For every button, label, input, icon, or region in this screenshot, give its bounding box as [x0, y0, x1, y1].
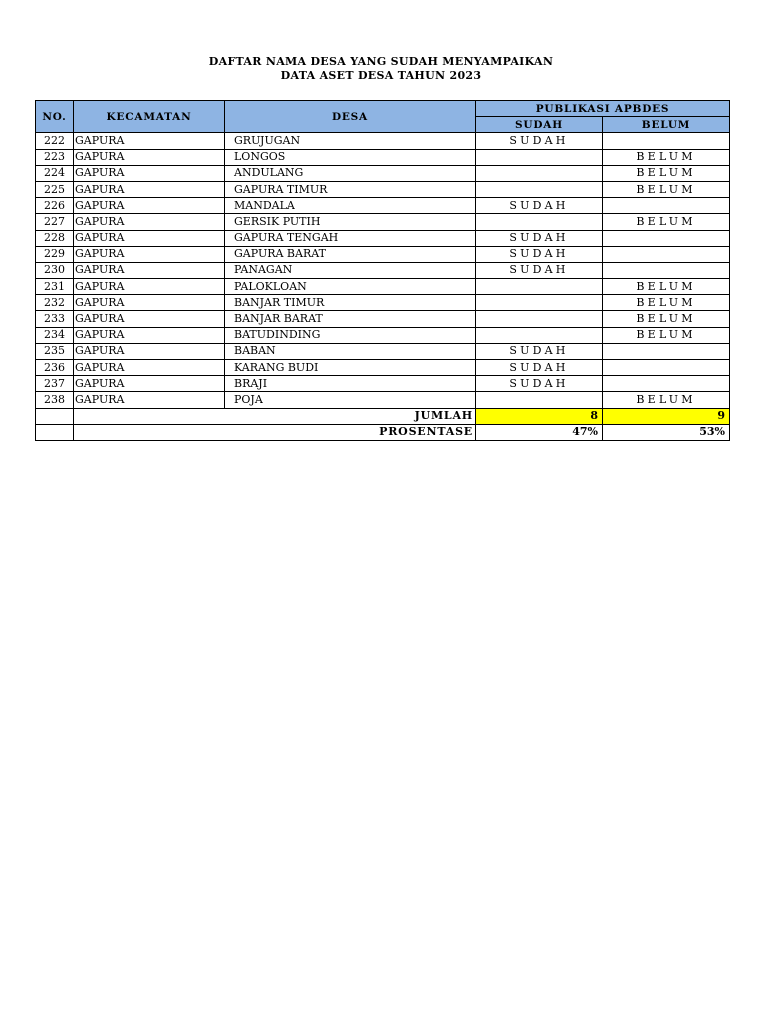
cell-belum: BELUM	[603, 327, 730, 343]
cell-no: 233	[36, 311, 74, 327]
cell-kecamatan: GAPURA	[74, 262, 225, 278]
cell-belum	[603, 376, 730, 392]
cell-sudah: SUDAH	[476, 343, 603, 359]
cell-belum	[603, 133, 730, 149]
cell-sudah: SUDAH	[476, 262, 603, 278]
prosentase-sudah: 47%	[476, 424, 603, 440]
table-row	[36, 392, 730, 408]
cell-kecamatan: GAPURA	[74, 198, 225, 214]
cell-sudah	[476, 327, 603, 343]
cell-kecamatan: GAPURA	[74, 327, 225, 343]
header-kecamatan: KECAMATAN	[74, 101, 225, 133]
document-title-line-1: DAFTAR NAMA DESA YANG SUDAH MENYAMPAIKAN	[208, 55, 554, 68]
cell-desa: GRUJUGAN	[225, 133, 476, 149]
cell-kecamatan: GAPURA	[74, 246, 225, 262]
cell-sudah: SUDAH	[476, 360, 603, 376]
cell-sudah	[476, 311, 603, 327]
cell-desa: PALOKLOAN	[225, 279, 476, 295]
cell-desa: BATUDINDING	[225, 327, 476, 343]
cell-kecamatan: GAPURA	[74, 133, 225, 149]
table-row	[36, 279, 730, 295]
cell-sudah: SUDAH	[476, 198, 603, 214]
cell-kecamatan: GAPURA	[74, 230, 225, 246]
table-row	[36, 262, 730, 278]
cell-kecamatan: GAPURA	[74, 343, 225, 359]
table-row	[36, 133, 730, 149]
cell-kecamatan: GAPURA	[74, 392, 225, 408]
table-row	[36, 343, 730, 359]
cell-belum	[603, 246, 730, 262]
table-row	[36, 198, 730, 214]
cell-desa: BRAJI	[225, 376, 476, 392]
cell-belum: BELUM	[603, 311, 730, 327]
cell-kecamatan: GAPURA	[74, 181, 225, 197]
cell-desa: GAPURA BARAT	[225, 246, 476, 262]
cell-kecamatan: GAPURA	[74, 165, 225, 181]
cell-sudah	[476, 214, 603, 230]
cell-sudah: SUDAH	[476, 133, 603, 149]
table-row	[36, 295, 730, 311]
cell-no: 232	[36, 295, 74, 311]
header-publikasi-apbdes: PUBLIKASI APBDES	[476, 101, 730, 117]
desa-table	[35, 100, 730, 441]
table-row	[36, 376, 730, 392]
cell-belum	[603, 360, 730, 376]
cell-no: 228	[36, 230, 74, 246]
cell-belum: BELUM	[603, 279, 730, 295]
cell-desa: GAPURA TIMUR	[225, 181, 476, 197]
table-row	[36, 311, 730, 327]
header-row	[36, 101, 730, 117]
cell-kecamatan: GAPURA	[74, 295, 225, 311]
cell-no: 226	[36, 198, 74, 214]
cell-no: 231	[36, 279, 74, 295]
cell-no: 225	[36, 181, 74, 197]
cell-desa: BABAN	[225, 343, 476, 359]
table-row	[36, 181, 730, 197]
cell-sudah	[476, 279, 603, 295]
prosentase-label: PROSENTASE	[74, 424, 476, 440]
cell-belum: BELUM	[603, 392, 730, 408]
cell-no: 224	[36, 165, 74, 181]
cell-no: 238	[36, 392, 74, 408]
cell-desa: POJA	[225, 392, 476, 408]
table-row	[36, 327, 730, 343]
prosentase-belum: 53%	[603, 424, 730, 440]
table-row	[36, 214, 730, 230]
cell-no: 223	[36, 149, 74, 165]
cell-kecamatan: GAPURA	[74, 279, 225, 295]
cell-sudah	[476, 295, 603, 311]
cell-no: 235	[36, 343, 74, 359]
table-row	[36, 165, 730, 181]
cell-kecamatan: GAPURA	[74, 149, 225, 165]
table-row	[36, 230, 730, 246]
cell-desa: GAPURA TENGAH	[225, 230, 476, 246]
header-belum: BELUM	[603, 117, 730, 133]
jumlah-blank-cell	[36, 408, 74, 424]
cell-belum: BELUM	[603, 295, 730, 311]
cell-kecamatan: GAPURA	[74, 311, 225, 327]
cell-sudah	[476, 165, 603, 181]
jumlah-row	[36, 408, 730, 424]
cell-sudah: SUDAH	[476, 230, 603, 246]
cell-desa: ANDULANG	[225, 165, 476, 181]
cell-desa: MANDALA	[225, 198, 476, 214]
cell-sudah: SUDAH	[476, 376, 603, 392]
cell-desa: GERSIK PUTIH	[225, 214, 476, 230]
cell-kecamatan: GAPURA	[74, 214, 225, 230]
cell-belum	[603, 343, 730, 359]
cell-belum: BELUM	[603, 165, 730, 181]
cell-no: 234	[36, 327, 74, 343]
prosentase-blank-cell	[36, 424, 74, 440]
cell-sudah	[476, 181, 603, 197]
cell-kecamatan: GAPURA	[74, 376, 225, 392]
cell-no: 230	[36, 262, 74, 278]
header-no: NO.	[36, 101, 74, 133]
cell-belum: BELUM	[603, 214, 730, 230]
table-row	[36, 149, 730, 165]
jumlah-sudah: 8	[476, 408, 603, 424]
cell-sudah	[476, 392, 603, 408]
cell-desa: KARANG BUDI	[225, 360, 476, 376]
cell-sudah	[476, 149, 603, 165]
cell-belum: BELUM	[603, 149, 730, 165]
cell-no: 229	[36, 246, 74, 262]
cell-desa: BANJAR BARAT	[225, 311, 476, 327]
cell-kecamatan: GAPURA	[74, 360, 225, 376]
cell-no: 227	[36, 214, 74, 230]
cell-sudah: SUDAH	[476, 246, 603, 262]
cell-no: 236	[36, 360, 74, 376]
cell-belum	[603, 262, 730, 278]
cell-belum	[603, 230, 730, 246]
table-row	[36, 360, 730, 376]
header-sudah: SUDAH	[476, 117, 603, 133]
header-desa: DESA	[225, 101, 476, 133]
jumlah-label: JUMLAH	[74, 408, 476, 424]
prosentase-row	[36, 424, 730, 440]
table-row	[36, 246, 730, 262]
cell-desa: PANAGAN	[225, 262, 476, 278]
document-title-line-2: DATA ASET DESA TAHUN 2023	[280, 69, 482, 82]
cell-desa: BANJAR TIMUR	[225, 295, 476, 311]
cell-belum: BELUM	[603, 181, 730, 197]
cell-desa: LONGOS	[225, 149, 476, 165]
cell-belum	[603, 198, 730, 214]
cell-no: 222	[36, 133, 74, 149]
cell-no: 237	[36, 376, 74, 392]
jumlah-belum: 9	[603, 408, 730, 424]
